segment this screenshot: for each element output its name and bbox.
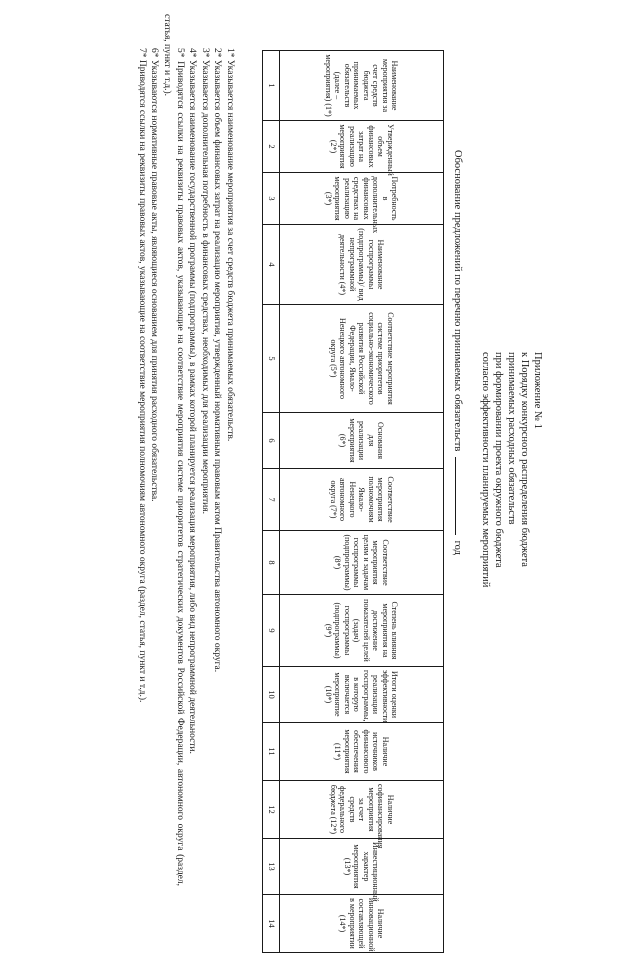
column-number: 4	[263, 225, 280, 305]
column-number: 6	[263, 413, 280, 469]
header-cell: Соответствие мероприятия целям и задачам госпрограммы (подпрограммы) (8*)	[279, 531, 443, 595]
appendix-line: принимаемых расходных обязательств	[506, 352, 517, 525]
column-number: 9	[263, 595, 280, 667]
header-cell: Соответствие мероприятия полномочиям Ямало-Ненецкого автономного округа (7*)	[279, 469, 443, 531]
header-cell: Соответствие мероприятия системе приоритетов социально-экономического развития Российской Федерации, Ямало-Ненецкого автономного округа (5*)	[279, 305, 443, 413]
appendix-header	[479, 352, 544, 872]
footnote: 5* Приводятся ссылки на реквизиты правовых актов, указывающие на соответствие мероприятия системе приоритетов стратегических документов Российской Федерации, автономного округа (раздел, статья, пункт и т.д.).	[162, 14, 185, 886]
header-cell: Наименование мероприятия за счет средств бюджета принимаемых обязательств (далее – мероприятия) (1*)	[279, 51, 443, 121]
column-number: 10	[263, 667, 280, 723]
header-cell: Потребность в дополнительных финансовых средствах на реализацию мероприятия (3*)	[279, 173, 443, 225]
table-title	[452, 150, 466, 850]
appendix-line: при формировании проекта окружного бюджета	[493, 352, 504, 568]
header-cell: Наличие источников финансового обеспечения мероприятия (11*)	[279, 723, 443, 781]
header-cell: Основания для реализации мероприятия (6*)	[279, 413, 443, 469]
footnote: 3* Указывается дополнительная потребность в финансовых средствах, необходимых для реализации мероприятия.	[199, 48, 210, 514]
column-number: 1	[263, 51, 280, 121]
table-header-row	[279, 51, 443, 953]
header-cell: Наименование госпрограммы (подпрограммы)/ вид непрограммной деятельности (4*)	[279, 225, 443, 305]
header-cell: Утвержденный объем финансовых затрат на реализацию мероприятия (2*)	[279, 121, 443, 173]
footnotes	[135, 14, 236, 886]
column-number: 12	[263, 781, 280, 839]
column-number: 7	[263, 469, 280, 531]
column-number: 14	[263, 895, 280, 953]
header-cell: Наличие инновационной составляющей в мероприятии (14*)	[279, 895, 443, 953]
footnote: 2* Указывается объем финансовых затрат на реализацию мероприятия, утвержденный нормативным правовым актом Правительства автономного округа.	[212, 48, 223, 673]
column-number: 3	[263, 173, 280, 225]
footnote: 4* Указывается наименование государственной программы (подпрограммы), в рамках которой планируется реализация мероприятия, либо вид непрограммной деятельности.	[187, 48, 198, 754]
appendix-line: к Порядку конкурсного распределения бюджета	[519, 352, 530, 567]
header-cell: Степень влияния мероприятия на достижение показателей целей (задач) госпрограммы (подпрограммы) (9*)	[279, 595, 443, 667]
appendix-line: согласно эффективности планируемых мероприятий	[480, 352, 491, 588]
column-number: 11	[263, 723, 280, 781]
column-number: 2	[263, 121, 280, 173]
column-number-row	[263, 51, 280, 953]
year-blank-line	[455, 457, 466, 535]
table-title-text: Обоснование предложений по перечню принимаемых обязательств	[452, 150, 463, 452]
appendix-line: Приложение № 1	[532, 352, 543, 429]
header-cell: Итоги оценки эффективности реализации госпрограммы, в которую включается мероприятие (10*)	[279, 667, 443, 723]
column-number: 8	[263, 531, 280, 595]
header-cell: Инвестиционный характер мероприятия (13*)	[279, 839, 443, 895]
column-number: 13	[263, 839, 280, 895]
footnote: 1* Указывается наименование мероприятия за счет средств бюджета принимаемых обязательств.	[225, 48, 235, 442]
proposals-table	[262, 50, 444, 953]
column-number: 5	[263, 305, 280, 413]
table-title-year: год	[452, 540, 463, 555]
footnote: 6* Указываются нормативные правовые акты, являющиеся основанием для принятия расходного обязательства.	[149, 48, 160, 502]
footnote: 7* Приводятся ссылки на реквизиты правовых актов, указывающие на соответствие мероприятия полномочиям автономного округа (раздел, статья, пункт и т.д.).	[136, 48, 147, 703]
header-cell: Наличие софинансирования мероприятия за счет средств федерального бюджета (12*)	[279, 781, 443, 839]
